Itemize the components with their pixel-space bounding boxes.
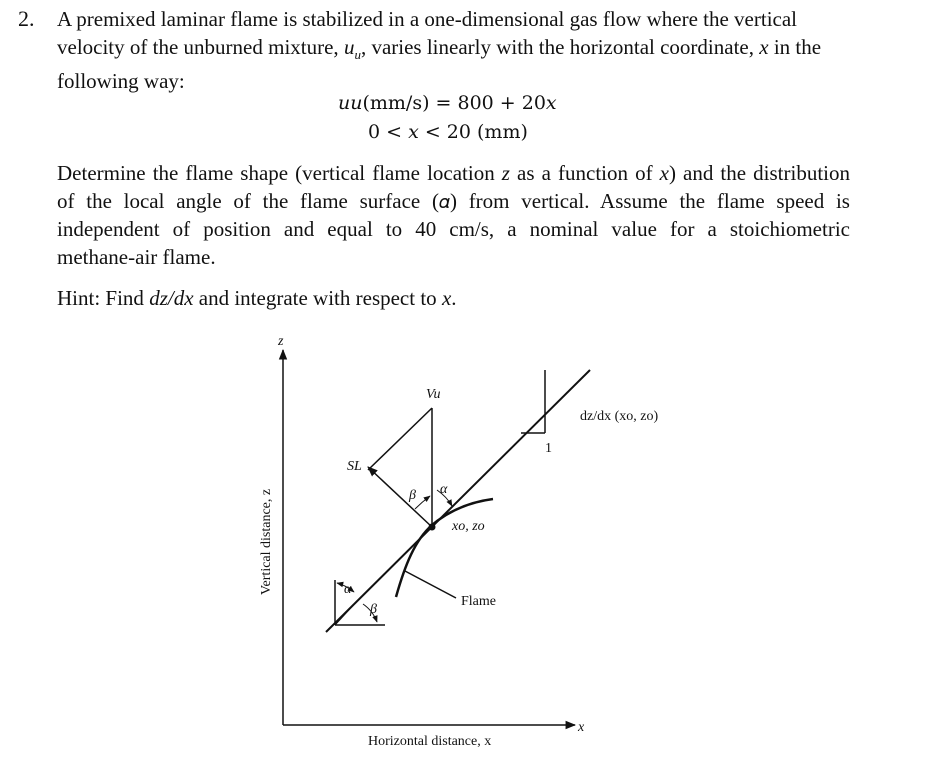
alpha-lower-label: α [344,582,352,597]
vu-label: Vu [426,387,441,402]
x-axis-title: Horizontal distance, x [368,734,492,749]
flame-label: Flame [461,594,496,609]
x-axis-label: x [578,720,585,735]
statement-line-3: following way: [57,69,185,94]
beta-lower-label: β [370,602,377,617]
sl-vector [368,467,432,527]
statement-line-2: velocity of the unburned mixture, $u_u$, varies linearly with the horizontal coordinate, x in the [57,34,822,62]
alpha-upper-label: α [440,482,448,497]
flame-pointer [405,571,456,598]
beta-upper-label: β [409,488,416,503]
tangent-line [326,370,590,632]
domain-inequality: 0 < 𝑥 < 20 (mm) [368,121,528,143]
slope-run-label: 1 [545,441,552,456]
beta-arc-upper [415,496,430,509]
vu-sl-connector [368,408,432,470]
statement-line-1: A premixed laminar flame is stabilized in a one-dimensional gas flow where the vertical [57,7,798,31]
sl-label: SL [347,459,362,474]
lower-normal [335,600,358,625]
problem-number: 2. [18,6,35,31]
slope-label: dz/dx (xo, zo) [580,409,659,424]
flame-diagram [230,330,700,755]
task-paragraph [57,160,850,271]
problem-statement [57,6,850,96]
task-line-4: methane-air flame. [57,244,216,269]
hint: Hint: Find dz/dx and integrate with respect to x. [57,286,457,310]
task-line-1: Determine the flame shape (vertical flame location z as a function of x) and the distribution [57,161,850,185]
z-axis-label: z [278,334,284,349]
task-line-3: independent of position and equal to 40 cm/s, a nominal value for a stoichiometric [57,217,850,241]
velocity-equation: 𝑢𝑢(mm/s) = 800 + 20𝑥 [338,92,557,114]
point-label: xo, zo [452,519,485,534]
task-line-2: of the local angle of the flame surface (𝛼) from vertical. Assume the flame speed is [57,188,850,213]
y-axis-title: Vertical distance, z [259,488,274,595]
